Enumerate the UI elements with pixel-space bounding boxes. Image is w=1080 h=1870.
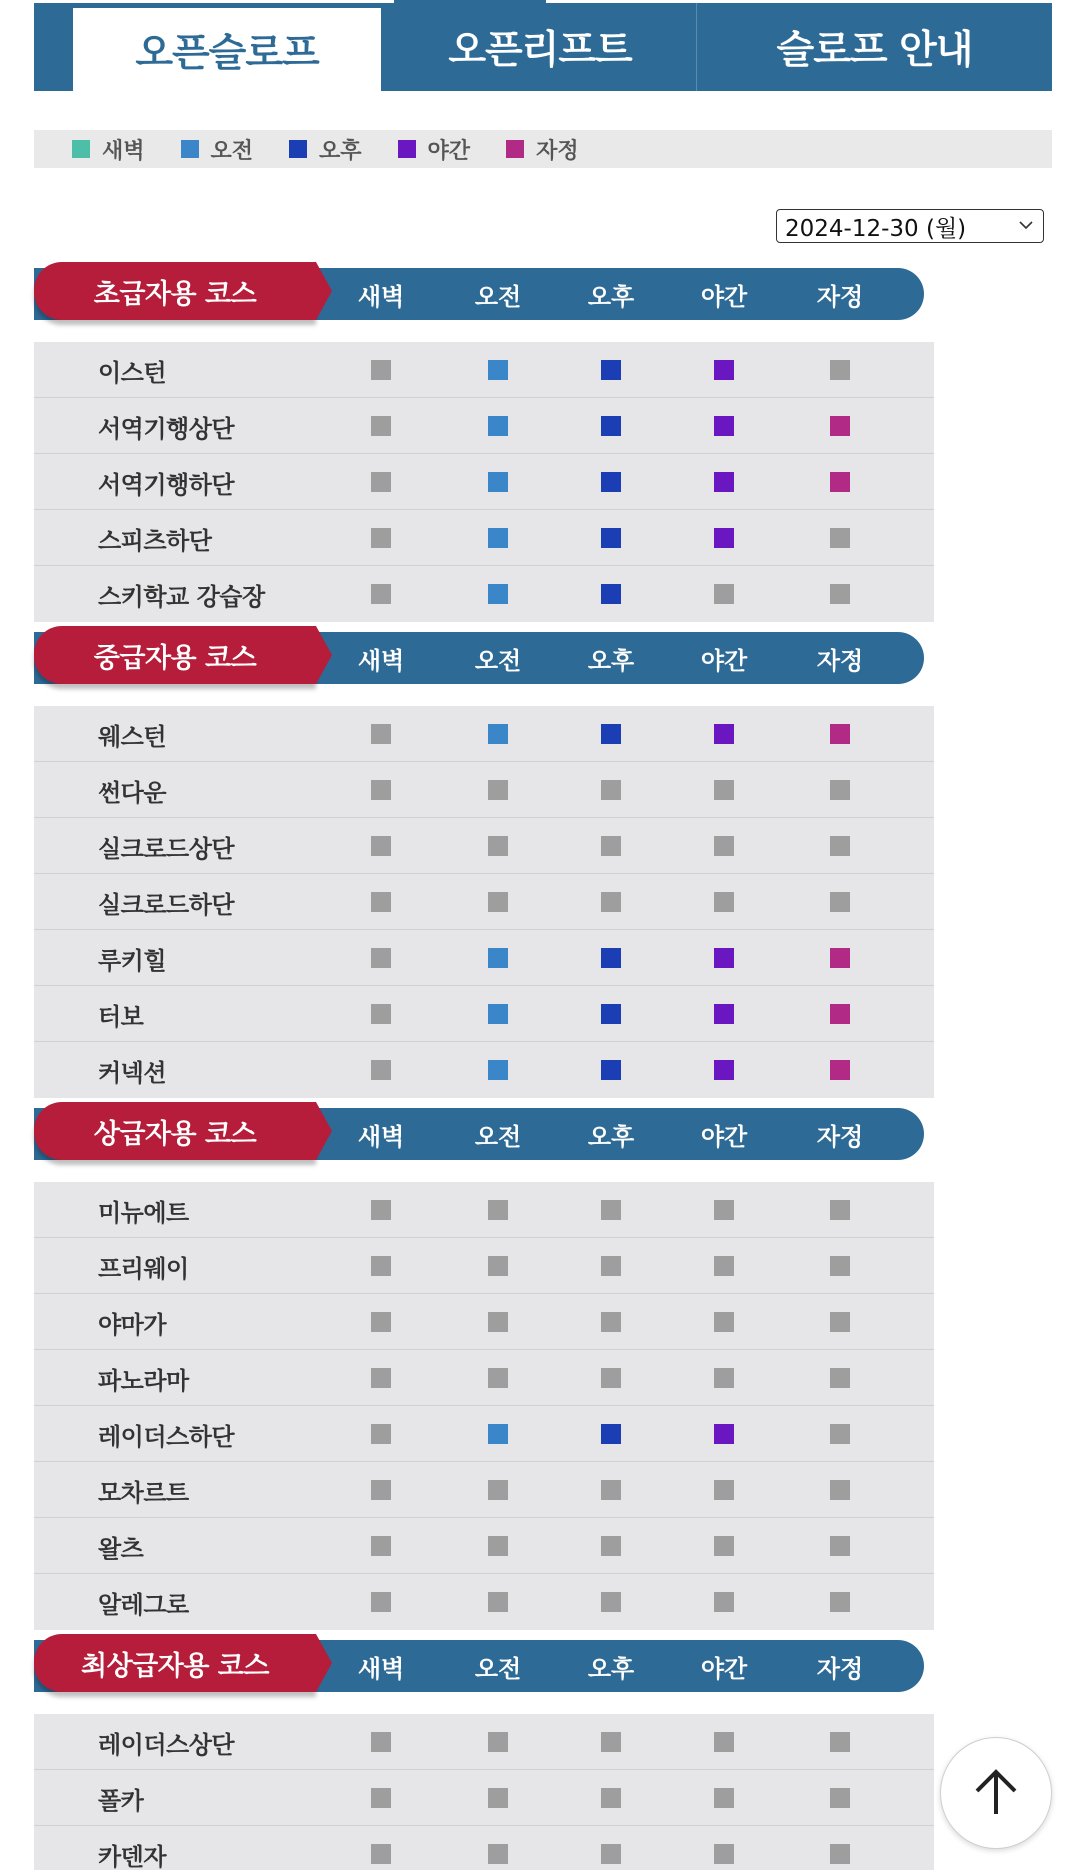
course-row: [34, 1042, 934, 1098]
column-header: 야간: [700, 282, 748, 311]
course-row: [34, 1182, 934, 1238]
status-closed: [830, 1480, 850, 1500]
legend-swatch: [506, 140, 524, 158]
status-open-afternoon: [601, 724, 621, 744]
status-closed: [714, 892, 734, 912]
status-closed: [830, 1312, 850, 1332]
status-closed: [830, 584, 850, 604]
status-closed: [830, 892, 850, 912]
status-open-night: [714, 472, 734, 492]
course-name: 스키학교 강습장: [98, 582, 265, 611]
course-list: [34, 1182, 934, 1630]
status-open-morning: [488, 360, 508, 380]
course-row: [34, 1406, 934, 1462]
status-closed: [601, 780, 621, 800]
column-header: 새벽: [357, 646, 405, 675]
top-tab-bar: [34, 3, 1052, 91]
legend-swatch: [289, 140, 307, 158]
status-closed: [488, 1312, 508, 1332]
status-closed: [371, 1060, 391, 1080]
status-closed: [601, 1536, 621, 1556]
course-name: 모차르트: [98, 1478, 189, 1507]
status-open-midnight: [830, 724, 850, 744]
status-open-morning: [488, 1004, 508, 1024]
column-header: 새벽: [357, 282, 405, 311]
course-list: [34, 1714, 934, 1870]
status-closed: [371, 472, 391, 492]
status-closed: [371, 584, 391, 604]
tab-open-lift-label: 오픈리프트: [448, 28, 632, 73]
status-closed: [714, 836, 734, 856]
status-closed: [601, 1256, 621, 1276]
course-row: [34, 1350, 934, 1406]
course-name: 커넥션: [98, 1058, 167, 1087]
status-open-morning: [488, 724, 508, 744]
status-open-morning: [488, 1424, 508, 1444]
status-closed: [488, 836, 508, 856]
legend-item-night: [398, 134, 471, 165]
course-row: [34, 454, 934, 510]
status-closed: [601, 1200, 621, 1220]
course-name: 카덴자: [98, 1842, 167, 1870]
tab-slope-guide[interactable]: [697, 3, 1052, 91]
status-closed: [714, 1368, 734, 1388]
status-closed: [714, 1788, 734, 1808]
status-open-morning: [488, 416, 508, 436]
course-section-header: [34, 262, 924, 322]
course-name: 왈츠: [98, 1534, 144, 1563]
course-name: 미뉴에트: [98, 1198, 189, 1227]
status-closed: [488, 1368, 508, 1388]
status-closed: [830, 1592, 850, 1612]
status-open-night: [714, 528, 734, 548]
status-closed: [601, 1312, 621, 1332]
status-closed: [830, 1732, 850, 1752]
column-header: 오전: [474, 1654, 522, 1683]
status-open-morning: [488, 584, 508, 604]
legend-label: 야간: [427, 138, 471, 164]
status-closed: [714, 1480, 734, 1500]
status-closed: [601, 1592, 621, 1612]
course-name: 이스턴: [98, 358, 167, 387]
status-closed: [371, 528, 391, 548]
status-closed: [371, 1004, 391, 1024]
legend-item-dawn: [72, 134, 145, 165]
column-header: 오전: [474, 646, 522, 675]
status-closed: [371, 892, 391, 912]
status-open-afternoon: [601, 360, 621, 380]
status-open-afternoon: [601, 1424, 621, 1444]
date-select[interactable]: [776, 209, 1044, 243]
status-open-afternoon: [601, 948, 621, 968]
status-closed: [714, 1592, 734, 1612]
course-name: 서역기행하단: [98, 470, 235, 499]
status-closed: [601, 1368, 621, 1388]
status-closed: [488, 1480, 508, 1500]
status-open-midnight: [830, 1004, 850, 1024]
tab-open-lift[interactable]: [384, 3, 696, 91]
course-name: 터보: [98, 1002, 144, 1031]
legend-label: 오후: [319, 138, 362, 164]
legend-label: 새벽: [102, 138, 145, 164]
status-open-morning: [488, 1060, 508, 1080]
course-row: [34, 874, 934, 930]
status-closed: [714, 780, 734, 800]
course-name: 썬다운: [98, 778, 167, 807]
section-title: 최상급자용 코스: [34, 1634, 316, 1692]
status-closed: [488, 1200, 508, 1220]
course-row: [34, 1294, 934, 1350]
status-open-night: [714, 360, 734, 380]
course-section-header: [34, 1634, 924, 1694]
course-row: [34, 510, 934, 566]
status-closed: [488, 1732, 508, 1752]
status-closed: [830, 1844, 850, 1864]
course-row: [34, 398, 934, 454]
legend-swatch: [72, 140, 90, 158]
status-closed: [371, 1592, 391, 1612]
status-open-afternoon: [601, 1004, 621, 1024]
status-closed: [488, 1788, 508, 1808]
course-name: 실크로드상단: [98, 834, 235, 863]
column-header: 오전: [474, 1122, 522, 1151]
legend-item-afternoon: [289, 134, 362, 165]
status-open-midnight: [830, 1060, 850, 1080]
status-closed: [601, 836, 621, 856]
status-closed: [830, 1200, 850, 1220]
status-closed: [488, 1256, 508, 1276]
status-closed: [371, 1200, 391, 1220]
status-open-midnight: [830, 472, 850, 492]
course-row: [34, 1826, 934, 1870]
column-header: 오후: [587, 282, 635, 311]
column-header: 자정: [816, 646, 864, 675]
column-header: 새벽: [357, 1122, 405, 1151]
status-closed: [371, 1256, 391, 1276]
course-row: [34, 1770, 934, 1826]
scroll-top-button[interactable]: [940, 1737, 1052, 1849]
course-row: [34, 818, 934, 874]
course-name: 야마가: [98, 1310, 167, 1339]
status-open-morning: [488, 528, 508, 548]
course-name: 서역기행상단: [98, 414, 235, 443]
course-name: 웨스턴: [98, 722, 167, 751]
column-header: 자정: [816, 282, 864, 311]
status-closed: [830, 780, 850, 800]
course-section-header: [34, 1102, 924, 1162]
status-closed: [830, 1368, 850, 1388]
status-open-midnight: [830, 948, 850, 968]
legend-item-midnight: [506, 134, 579, 165]
course-row: [34, 762, 934, 818]
status-closed: [830, 1424, 850, 1444]
status-open-afternoon: [601, 528, 621, 548]
column-header: 오후: [587, 1654, 635, 1683]
status-open-night: [714, 1060, 734, 1080]
column-header: 자정: [816, 1122, 864, 1151]
status-closed: [488, 1592, 508, 1612]
status-closed: [601, 1480, 621, 1500]
status-closed: [714, 1536, 734, 1556]
course-name: 파노라마: [98, 1366, 189, 1395]
status-closed: [601, 1732, 621, 1752]
status-closed: [714, 584, 734, 604]
status-open-morning: [488, 948, 508, 968]
chevron-down-icon: [1017, 216, 1035, 234]
course-list: [34, 706, 934, 1098]
status-closed: [488, 1536, 508, 1556]
status-closed: [371, 1536, 391, 1556]
status-closed: [488, 892, 508, 912]
status-closed: [601, 1788, 621, 1808]
status-closed: [371, 1732, 391, 1752]
legend-swatch: [398, 140, 416, 158]
status-open-night: [714, 416, 734, 436]
course-name: 폴카: [98, 1786, 144, 1815]
status-closed: [371, 1424, 391, 1444]
column-header: 오후: [587, 646, 635, 675]
status-closed: [830, 1536, 850, 1556]
status-closed: [371, 836, 391, 856]
status-closed: [371, 1480, 391, 1500]
course-section-header: [34, 626, 924, 686]
status-open-afternoon: [601, 584, 621, 604]
legend-item-morning: [181, 134, 254, 165]
status-closed: [714, 1732, 734, 1752]
section-title: 중급자용 코스: [34, 626, 316, 684]
column-header: 자정: [816, 1654, 864, 1683]
course-row: [34, 1518, 934, 1574]
status-closed: [371, 1844, 391, 1864]
status-closed: [714, 1256, 734, 1276]
status-open-night: [714, 948, 734, 968]
status-closed: [830, 1788, 850, 1808]
status-closed: [371, 1312, 391, 1332]
tab-open-slope-label: 오픈슬로프: [135, 30, 319, 76]
legend-label: 오전: [210, 138, 254, 164]
course-name: 스피츠하단: [98, 526, 212, 555]
tab-slope-guide-label: 슬로프 안내: [776, 28, 973, 73]
date-select-value: 2024-12-30 (월): [785, 215, 967, 242]
legend-label: 자정: [536, 138, 579, 164]
status-open-midnight: [830, 416, 850, 436]
tab-open-slope[interactable]: [70, 5, 384, 91]
course-row: [34, 1238, 934, 1294]
status-closed: [714, 1312, 734, 1332]
course-name: 알레그로: [98, 1590, 189, 1619]
column-header: 야간: [700, 1122, 748, 1151]
status-closed: [714, 1200, 734, 1220]
status-open-night: [714, 724, 734, 744]
status-closed: [371, 780, 391, 800]
course-name: 실크로드하단: [98, 890, 235, 919]
status-closed: [371, 948, 391, 968]
arrow-up-icon: [973, 1768, 1019, 1818]
course-row: [34, 342, 934, 398]
section-title: 상급자용 코스: [34, 1102, 316, 1160]
status-closed: [371, 360, 391, 380]
status-closed: [488, 1844, 508, 1864]
status-closed: [601, 1844, 621, 1864]
status-closed: [714, 1844, 734, 1864]
status-closed: [601, 892, 621, 912]
column-header: 오전: [474, 282, 522, 311]
status-closed: [371, 416, 391, 436]
status-open-afternoon: [601, 1060, 621, 1080]
status-open-night: [714, 1004, 734, 1024]
course-row: [34, 986, 934, 1042]
column-header: 야간: [700, 1654, 748, 1683]
course-name: 루키힐: [98, 946, 167, 975]
status-closed: [371, 1788, 391, 1808]
status-closed: [830, 528, 850, 548]
course-row: [34, 930, 934, 986]
column-header: 새벽: [357, 1654, 405, 1683]
status-closed: [830, 1256, 850, 1276]
course-name: 레이더스상단: [98, 1730, 235, 1759]
course-list: [34, 342, 934, 622]
course-row: [34, 1714, 934, 1770]
legend-swatch: [181, 140, 199, 158]
course-row: [34, 706, 934, 762]
course-row: [34, 1574, 934, 1630]
status-closed: [488, 780, 508, 800]
status-closed: [830, 360, 850, 380]
column-header: 오후: [587, 1122, 635, 1151]
section-title: 초급자용 코스: [34, 262, 316, 320]
status-closed: [371, 1368, 391, 1388]
status-open-night: [714, 1424, 734, 1444]
status-open-morning: [488, 472, 508, 492]
course-row: [34, 566, 934, 622]
time-legend: [34, 130, 1052, 168]
column-header: 야간: [700, 646, 748, 675]
course-row: [34, 1462, 934, 1518]
course-name: 레이더스하단: [98, 1422, 235, 1451]
status-closed: [371, 724, 391, 744]
course-name: 프리웨이: [98, 1254, 189, 1283]
status-closed: [830, 836, 850, 856]
status-open-afternoon: [601, 472, 621, 492]
status-open-afternoon: [601, 416, 621, 436]
